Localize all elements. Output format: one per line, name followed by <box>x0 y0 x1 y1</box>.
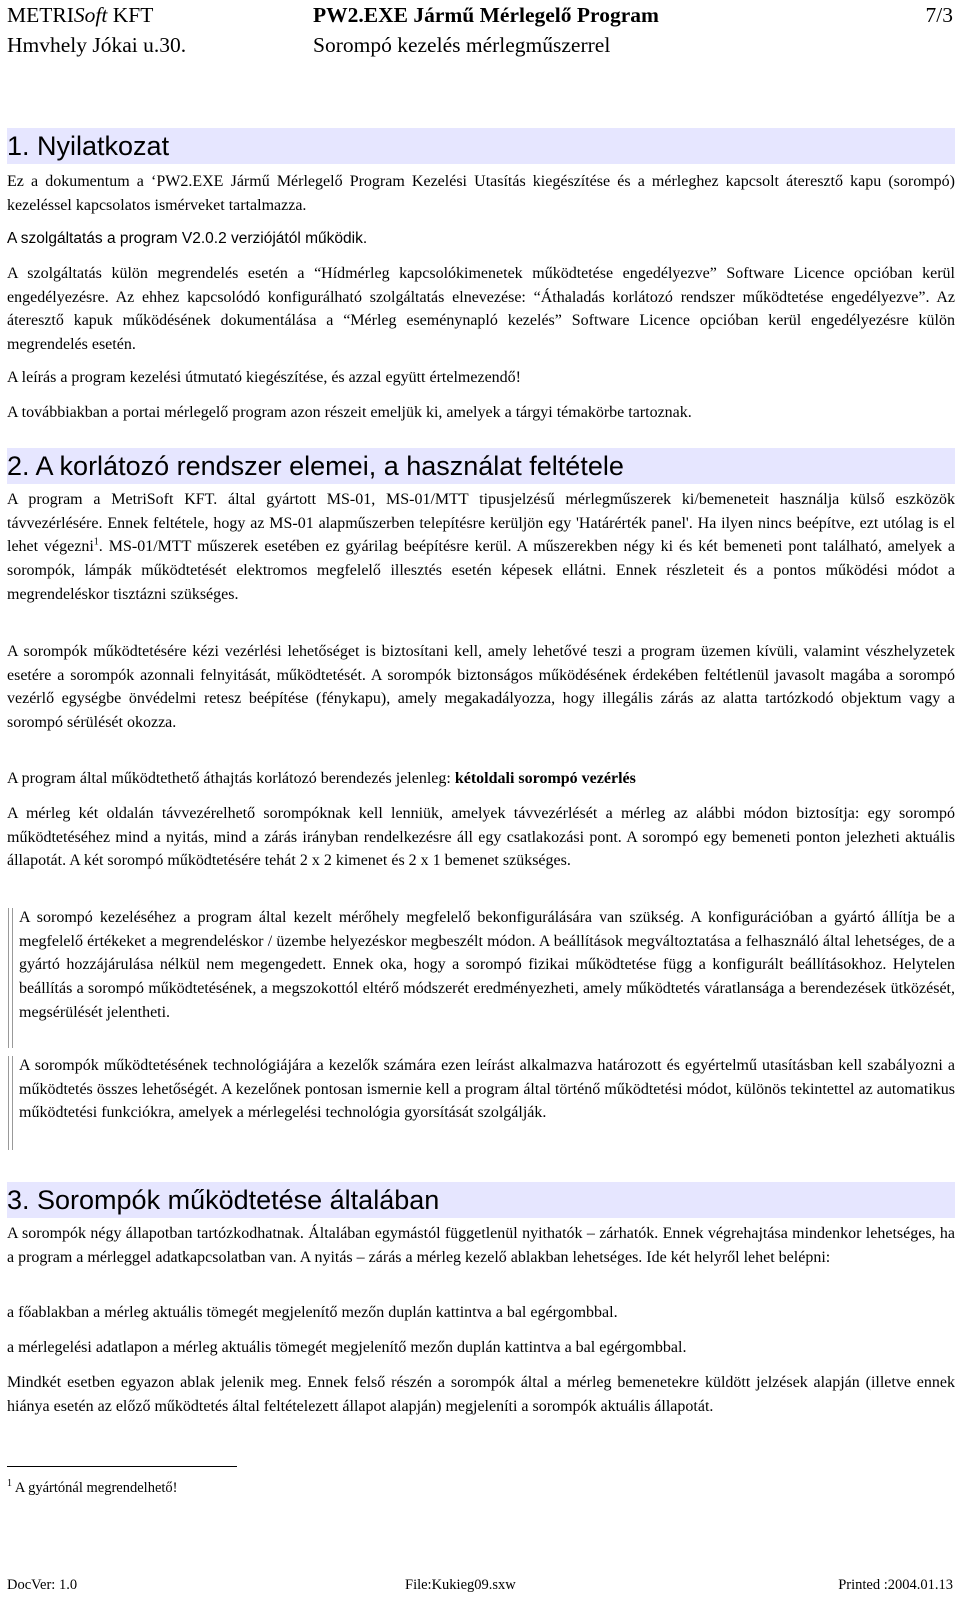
paragraph: A leírás a program kezelési útmutató kiegészítése, és azzal együtt értelmezendő! <box>7 369 521 386</box>
paragraph: Mindkét esetben egyazon ablak jelenik meg. Ennek felső részén a sorompók által a mérleg bemenetekre küldött jelzések alapján (illetve ennek hiánya esetén az előző működtetés által feltételezett állapot alapján) megjeleníti a sorompók aktuális állapotát. <box>7 1374 955 1415</box>
footnote-separator <box>7 1466 237 1467</box>
footnote-reference: 1 <box>93 537 99 549</box>
note-paragraph: A sorompó kezeléséhez a program által kezelt mérőhely megfelelő bekonfigurálására van szükség. A konfigurációban a gyártó állítja be a megfelelő értékeket a megrendeléskor / üzembe helyezéskor megbeszélt módon. A beállítások megváltoztatása a felhasználó által lehetséges, de a gyártó hozzájárulása nélkül nem megengedett. Ennek oka, hogy a sorompó fizikai működtetése függ a konfigurált beállításokhoz. Helytelen beállítás a sorompó működtetésének, a megszokottól eltérő módszerét eredményezheti, amely működtetés váratlansága a berendezések ütközését, megsérülését jelentheti. <box>19 909 955 1021</box>
paragraph: A sorompók működtetésére kézi vezérlési lehetőséget is biztosítani kell, amely lehetővé teszi a program üzemen kívüli, valamint vészhelyzetek esetére a sorompók azonnali felnyitását, működtetését. A sorompók biztonságos működésének érdekében feltétlenül javasolt magába a sorompó vezérlő egységbe önvédelmi retesz beépítése (fénykapu), amely megakadályozza, hogy illegális zárás az alatta tartózkodó objektum vagy a sorompó sérülését okozza. <box>7 643 955 732</box>
section-heading-2: 2. A korlátozó rendszer elemei, a használat feltétele <box>7 448 955 484</box>
paragraph: a főablakban a mérleg aktuális tömegét megjelenítő mezőn duplán kattintva a bal egérgombbal. <box>7 1304 618 1321</box>
section-heading-1: 1. Nyilatkozat <box>7 128 955 164</box>
section-heading-3: 3. Sorompók működtetése általában <box>7 1182 955 1218</box>
file-name: File:Kukieg09.sxw <box>405 1577 516 1593</box>
document-subtitle: Sorompó kezelés mérlegműszerrel <box>313 33 611 57</box>
document-title: PW2.EXE Jármű Mérlegelő Program <box>313 3 659 27</box>
company-address: Hmvhely Jókai u.30. <box>7 33 187 57</box>
printed-date: Printed :2004.01.13 <box>838 1577 953 1593</box>
paragraph: A szolgáltatás a program V2.0.2 verziójától működik. <box>7 230 368 247</box>
bold-phrase: kétoldali sorompó vezérlés <box>454 770 636 787</box>
paragraph: A szolgáltatás külön megrendelés esetén a “Hídmérleg kapcsolókimenetek működtetése engedélyezve” Software Licence opcióban kerül engedélyezésre. Az ehhez kapcsolódó konfigurálható szolgáltatás elnevezése: “Áthaladás korlátozó rendszer működtetése engedélyezve”. Az áteresztő kapuk működésének dokumentálása a “Mérleg eseménynapló kezelés” Software Licence opcióban kerül engedélyezésre külön megrendelés esetén. <box>7 265 955 354</box>
note-paragraph: A sorompók működtetésének technológiájára a kezelők számára ezen leírást alkalmazva határozott és egyértelmű utasításban kell szabályozni a működtetés összes lehetőségét. A kezelőnek pontosan ismernie kell a program által történő működtetési módot, különös tekintettel az automatikus működtetési funkciókra, amelyek a mérlegelési technológia gyorsítását szolgálják. <box>19 1057 955 1122</box>
doc-version: DocVer: 1.0 <box>7 1577 78 1593</box>
paragraph: A továbbiakban a portai mérlegelő program azon részeit emeljük ki, amelyek a tárgyi témakörbe tartoznak. <box>7 404 692 421</box>
footnote: $^1$ A gyártónál megrendelhető! <box>7 1478 178 1496</box>
company-name: METRISoft KFT <box>7 3 154 27</box>
paragraph: a mérlegelési adatlapon a mérleg aktuális tömegét megjelenítő mezőn duplán kattintva a bal egérgombbal. <box>7 1339 687 1356</box>
paragraph: A program által működtethető áthajtás korlátozó berendezés jelenleg: kétoldali sorompó vezérlés <box>7 770 636 787</box>
paragraph: A sorompók négy állapotban tartózkodhatnak. Általában egymástól függetlenül nyithatók – zárhatók. Ennek végrehajtása mindenkor lehetséges, ha a program a mérleggel adatkapcsolatban van. A nyitás – zárás a mérleg kezelő ablakban lehetséges. Ide két helyről lehet belépni: <box>7 1225 955 1266</box>
paragraph: A program a MetriSoft KFT. által gyártott MS-01, MS-01/MTT tipusjelzésű mérlegműszerek ki/bemeneteit használja külső eszközök távvezérlésére. Ennek feltétele, hogy az MS-01 alapműszerben telepítésre kerüljön egy 'Határérték panel'. Ha ilyen nincs beépítve, ezt utólag is el lehet végezni$^1$. MS-01/MTT műszerek esetében ez gyárilag beépítésre kerül. A műszerekben négy ki és két bemeneti pont található, amelyek a sorompók, lámpák működtetését elektromos megfelelő illesztés esetén képesek ellátni. Ennek részleteit és a pontos működési módot a megrendeléskor tisztázni szükséges. <box>7 491 956 603</box>
page-header <box>7 0 953 60</box>
page-number: 7/3 <box>925 3 953 27</box>
paragraph: A mérleg két oldalán távvezérelhető sorompóknak kell lenniük, amelyek távvezérlését a mérleg az alábbi módon biztosítja: egy sorompó működtetéséhez mind a nyitás, mind a zárás irányban rendelkezésre áll egy csatlakozási pont. A sorompó egy bemeneti ponton jelezheti aktuális állapotát. A két sorompó működtetésére tehát 2 x 2 kimenet és 2 x 1 bemenet szükséges. <box>7 805 955 870</box>
paragraph: Ez a dokumentum a ‘PW2.EXE Jármű Mérlegelő Program Kezelési Utasítás kiegészítése és a mérleghez kapcsolt áteresztő kapu (sorompó) kezeléssel kapcsolatos ismérveket tartalmazza. <box>7 173 955 214</box>
